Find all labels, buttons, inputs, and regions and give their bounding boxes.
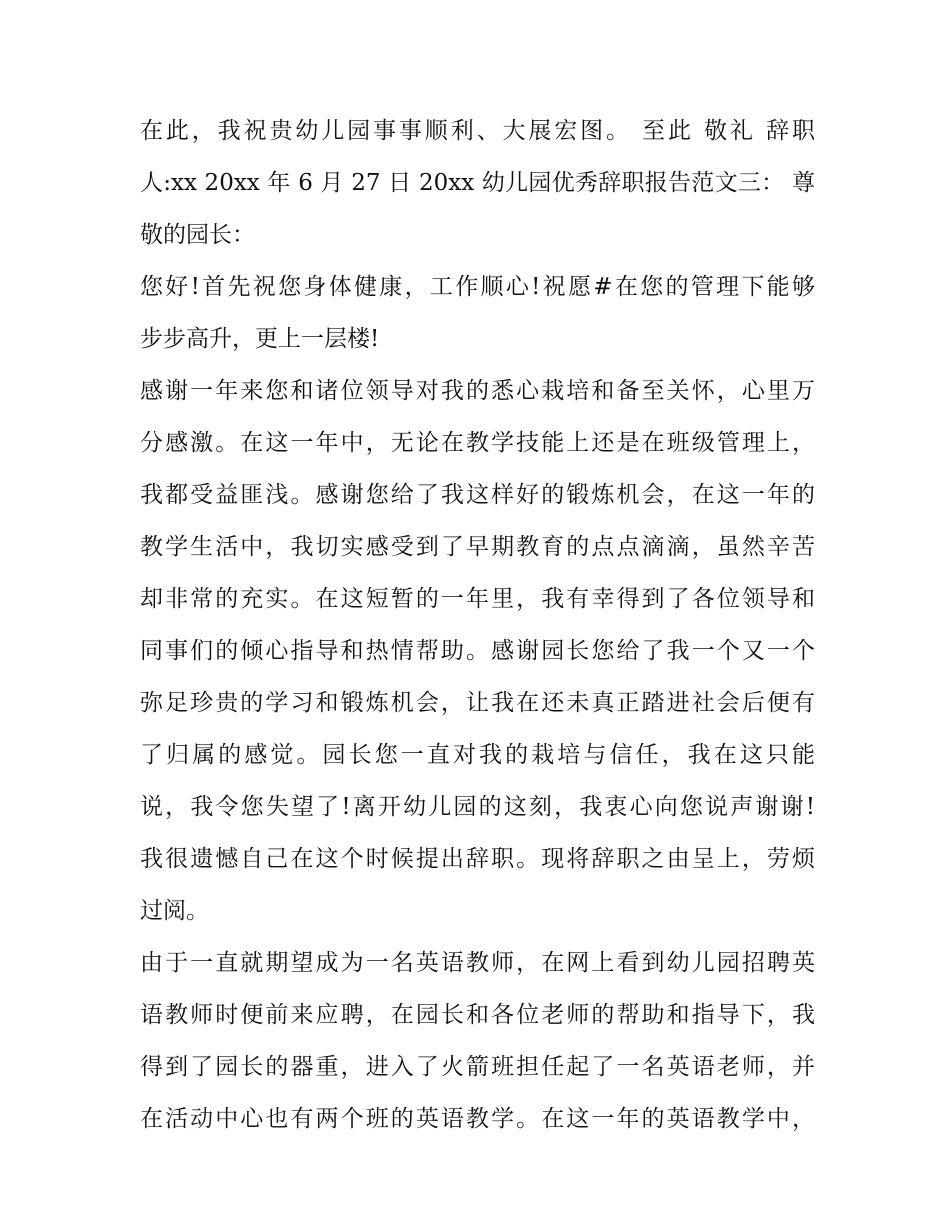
text-line: 在活动中心也有两个班的英语教学。在这一年的英语教学中， <box>140 1106 815 1132</box>
text-line: 却非常的充实。在这短暂的一年里，我有幸得到了各位领导和 <box>140 586 815 612</box>
text-line: 感谢一年来您和诸位领导对我的悉心栽培和备至关怀，心里万 <box>140 378 815 404</box>
text-line: 弥足珍贵的学习和锻炼机会，让我在还未真正踏进社会后便有 <box>140 690 815 716</box>
text-line: 敬的园长： <box>140 222 255 248</box>
text-line: 由于一直就期望成为一名英语教师，在网上看到幼儿园招聘英 <box>140 950 815 976</box>
text-line: 了归属的感觉。园长您一直对我的栽培与信任，我在这只能 <box>140 742 815 768</box>
text-line: 我都受益匪浅。感谢您给了我这样好的锻炼机会，在这一年的 <box>140 482 815 508</box>
text-line: 在此，我祝贵幼儿园事事顺利、大展宏图。 至此 敬礼 辞职 <box>140 118 815 144</box>
text-line: 得到了园长的器重，进入了火箭班担任起了一名英语老师，并 <box>140 1054 815 1080</box>
document-body <box>140 108 815 1148</box>
text-line: 同事们的倾心指导和热情帮助。感谢园长您给了我一个又一个 <box>140 638 815 664</box>
text-line: 您好!首先祝您身体健康，工作顺心!祝愿#在您的管理下能够 <box>140 274 815 300</box>
text-line: 人:xx 20xx 年 6 月 27 日 20xx 幼儿园优秀辞职报告范文三： 尊 <box>140 170 815 196</box>
text-line: 教学生活中，我切实感受到了早期教育的点点滴滴，虽然辛苦 <box>140 534 815 560</box>
text-line: 分感激。在这一年中，无论在教学技能上还是在班级管理上， <box>140 430 815 456</box>
text-line: 说，我令您失望了!离开幼儿园的这刻，我衷心向您说声谢谢! <box>140 794 815 820</box>
text-line: 语教师时便前来应聘，在园长和各位老师的帮助和指导下，我 <box>140 1002 815 1028</box>
text-line: 步步高升，更上一层楼! <box>140 326 380 352</box>
text-line: 过阅。 <box>140 898 209 924</box>
text-line: 我很遗憾自己在这个时候提出辞职。现将辞职之由呈上，劳烦 <box>140 846 815 872</box>
